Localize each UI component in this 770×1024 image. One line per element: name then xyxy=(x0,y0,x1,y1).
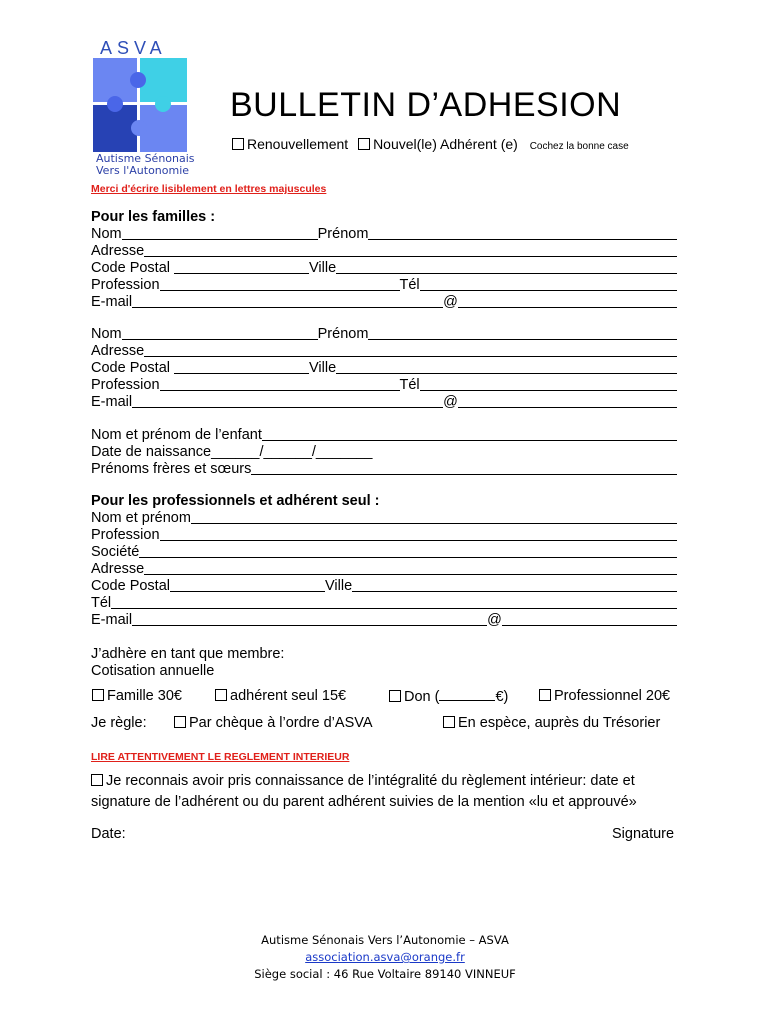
nouvel-adherent-checkbox[interactable] xyxy=(358,138,370,150)
email-field[interactable] xyxy=(132,294,443,308)
profession-label: Profession xyxy=(91,377,160,393)
date-label: Date: xyxy=(91,826,126,842)
naissance-label: Date de naissance xyxy=(91,444,212,460)
tel-label: Tél xyxy=(399,377,420,393)
email-domain-field[interactable] xyxy=(458,294,677,308)
at-sign: @ xyxy=(487,612,502,628)
nom-prenom-label: Nom et prénom xyxy=(91,510,191,526)
membership-intro xyxy=(91,646,284,680)
membership-line2: Cotisation annuelle xyxy=(91,663,215,679)
rules-notice: LIRE ATTENTIVEMENT LE REGLEMENT INTERIEUR xyxy=(91,751,350,763)
footer-org: Autisme Sénonais Vers l’Autonomie – ASVA xyxy=(261,933,509,947)
adherent-seul-checkbox[interactable] xyxy=(215,689,227,701)
prenom-label: Prénom xyxy=(317,326,369,342)
ville-field[interactable] xyxy=(336,260,677,274)
email-field[interactable] xyxy=(132,394,443,408)
email-domain-field[interactable] xyxy=(502,612,677,626)
profession-label: Profession xyxy=(91,527,160,543)
at-sign: @ xyxy=(443,294,458,310)
cheque-label: Par chèque à l’ordre d’ASVA xyxy=(189,715,373,731)
famille-label: Famille 30€ xyxy=(107,688,182,704)
type-hint: Cochez la bonne case xyxy=(529,141,629,152)
don-option[interactable] xyxy=(389,688,508,705)
regle-label: Je règle: xyxy=(91,715,147,731)
freres-field[interactable] xyxy=(251,461,677,475)
adresse-label: Adresse xyxy=(91,561,145,577)
don-checkbox[interactable] xyxy=(389,690,401,702)
code-postal-label: Code Postal xyxy=(91,360,170,376)
freres-label: Prénoms frères et sœurs xyxy=(91,461,252,477)
espece-label: En espèce, auprès du Trésorier xyxy=(458,715,661,731)
footer-email-link[interactable]: association.asva@orange.fr xyxy=(305,950,465,964)
email-domain-field[interactable] xyxy=(458,394,677,408)
footer-address: Siège social : 46 Rue Voltaire 89140 VINNEUF xyxy=(254,967,516,981)
rules-checkbox[interactable] xyxy=(91,774,103,786)
profession-label: Profession xyxy=(91,277,160,293)
logo-caption-line2: Vers l'Autonomie xyxy=(96,164,190,177)
naissance-field[interactable]: ______/______/_______ xyxy=(211,444,373,460)
code-postal-field[interactable] xyxy=(170,578,325,592)
logo-caption xyxy=(96,153,195,177)
don-label: Don ( xyxy=(404,689,440,705)
pros-section xyxy=(91,510,677,629)
nom-field[interactable] xyxy=(122,226,318,240)
instructions-notice: Merci d'écrire lisiblement en lettres majuscules xyxy=(91,183,327,195)
espece-option[interactable] xyxy=(443,715,660,731)
email-field[interactable] xyxy=(132,612,487,626)
professionnel-option[interactable] xyxy=(539,688,670,704)
prenom-field[interactable] xyxy=(368,226,677,240)
adherent-seul-label: adhérent seul 15€ xyxy=(230,688,347,704)
email-label: E-mail xyxy=(91,294,133,310)
societe-field[interactable] xyxy=(139,544,677,558)
puzzle-logo-icon xyxy=(93,58,187,152)
tel-field[interactable] xyxy=(111,595,677,609)
page-title: BULLETIN D’ADHESION xyxy=(230,86,622,124)
professionnel-label: Professionnel 20€ xyxy=(554,688,671,704)
cheque-checkbox[interactable] xyxy=(174,716,186,728)
nom-prenom-field[interactable] xyxy=(191,510,677,524)
adresse-field[interactable] xyxy=(144,561,677,575)
professionnel-checkbox[interactable] xyxy=(539,689,551,701)
families-heading: Pour les familles : xyxy=(91,209,216,225)
ville-field[interactable] xyxy=(336,360,677,374)
nom-label: Nom xyxy=(91,226,122,242)
nouvel-adherent-label: Nouvel(le) Adhérent (e) xyxy=(373,136,518,152)
email-label: E-mail xyxy=(91,394,133,410)
ville-label: Ville xyxy=(325,578,353,594)
pros-heading: Pour les professionnels et adhérent seul : xyxy=(91,493,380,509)
profession-field[interactable] xyxy=(160,277,400,291)
tel-label: Tél xyxy=(399,277,420,293)
nom-label: Nom xyxy=(91,326,122,342)
adresse-label: Adresse xyxy=(91,243,145,259)
email-label: E-mail xyxy=(91,612,133,628)
rules-text: Je reconnais avoir pris connaissance de l’intégralité du règlement intérieur: date et signature de l’adhérent ou du parent adhérent suivies de la mention «lu et approuvé» xyxy=(91,773,637,810)
cheque-option[interactable] xyxy=(174,715,373,731)
renouvellement-label: Renouvellement xyxy=(247,136,349,152)
rules-acknowledgement xyxy=(91,771,691,813)
family-parent-1 xyxy=(91,226,677,311)
membership-line1: J’adhère en tant que membre: xyxy=(91,646,285,662)
code-postal-field[interactable] xyxy=(174,360,309,374)
ville-label: Ville xyxy=(309,260,337,276)
tel-field[interactable] xyxy=(420,277,677,291)
don-amount-field[interactable] xyxy=(439,688,495,701)
at-sign: @ xyxy=(443,394,458,410)
espece-checkbox[interactable] xyxy=(443,716,455,728)
enfant-field[interactable] xyxy=(262,427,677,441)
tel-field[interactable] xyxy=(420,377,677,391)
prenom-label: Prénom xyxy=(317,226,369,242)
nom-field[interactable] xyxy=(122,326,318,340)
signature-label: Signature xyxy=(612,826,675,842)
famille-option[interactable] xyxy=(92,688,182,704)
ville-field[interactable] xyxy=(352,578,677,592)
tel-label: Tél xyxy=(91,595,112,611)
societe-label: Société xyxy=(91,544,140,560)
prenom-field[interactable] xyxy=(368,326,677,340)
footer xyxy=(0,932,770,983)
code-postal-label: Code Postal xyxy=(91,578,170,594)
code-postal-label: Code Postal xyxy=(91,260,170,276)
enfant-label: Nom et prénom de l’enfant xyxy=(91,427,262,443)
adresse-field[interactable] xyxy=(144,243,677,257)
profession-field[interactable] xyxy=(160,377,400,391)
don-close: €) xyxy=(495,689,509,705)
ville-label: Ville xyxy=(309,360,337,376)
famille-checkbox[interactable] xyxy=(92,689,104,701)
adresse-label: Adresse xyxy=(91,343,145,359)
adresse-field[interactable] xyxy=(144,343,677,357)
logo-text: ASVA xyxy=(100,38,167,58)
child-section xyxy=(91,427,677,478)
profession-field[interactable] xyxy=(160,527,677,541)
code-postal-field[interactable] xyxy=(174,260,309,274)
membership-type-row xyxy=(232,136,629,152)
adherent-seul-option[interactable] xyxy=(215,688,346,704)
logo-caption-line1: Autisme Sénonais xyxy=(96,152,195,165)
family-parent-2 xyxy=(91,326,677,411)
renouvellement-checkbox[interactable] xyxy=(232,138,244,150)
